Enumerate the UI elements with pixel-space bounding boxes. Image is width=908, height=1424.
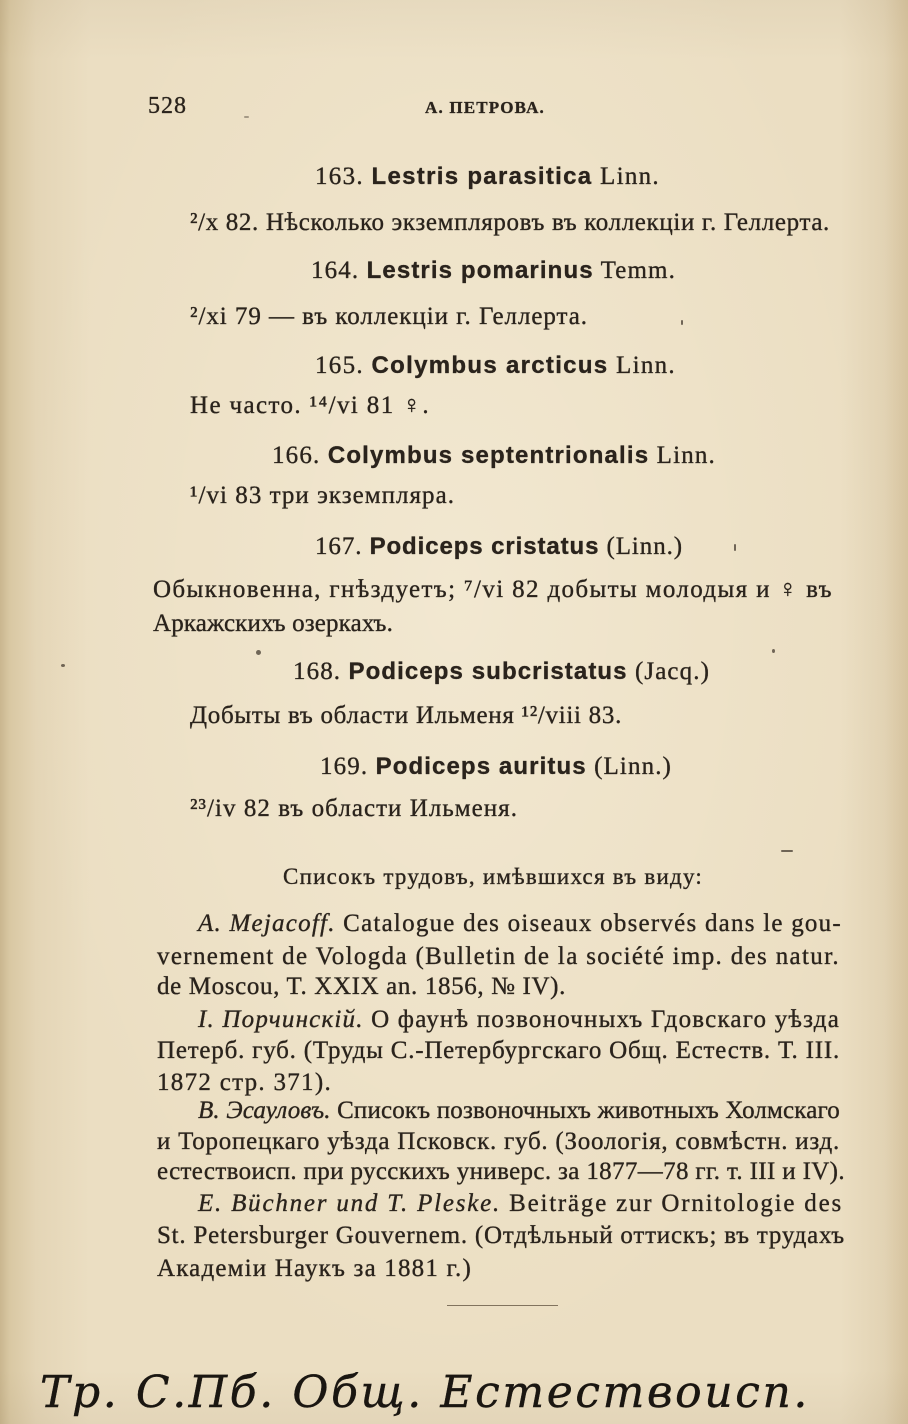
scan-speck <box>772 649 775 653</box>
reference-line <box>198 909 842 939</box>
species-heading <box>315 532 683 562</box>
species-number: 164. <box>311 257 360 284</box>
references-heading: Списокъ трудовъ, имѣвшихся въ виду: <box>283 864 703 889</box>
scan-speck <box>781 850 793 852</box>
species-heading <box>272 441 716 471</box>
reference-line: de Moscou, T. XXIX an. 1856, № IV). <box>157 973 567 1000</box>
reference-author: І. Порчинскій. <box>198 1006 364 1033</box>
species-authority: Linn. <box>600 163 660 190</box>
species-heading <box>293 657 710 687</box>
species-name: Colymbus arcticus <box>371 352 609 379</box>
reference-author: A. Mejacoff. <box>198 910 336 937</box>
reference-line: St. Petersburger Gouvernem. (Отдѣльный оттискъ; въ трудахъ <box>157 1222 845 1249</box>
species-note: Обыкновенна, гнѣздуетъ; ⁷/vi 82 добыты молодыя и ♀ въ <box>153 576 833 603</box>
species-number: 165. <box>315 352 364 379</box>
species-note: ²/x 82. Нѣсколько экземпляровъ въ коллекціи г. Геллерта. <box>190 209 830 236</box>
page-number: 528 <box>148 93 187 119</box>
species-note: Аркажскихъ озеркахъ. <box>153 610 393 637</box>
species-heading <box>320 752 672 782</box>
species-number: 166. <box>272 442 321 469</box>
species-number: 167. <box>315 533 363 560</box>
section-divider <box>447 1305 558 1306</box>
reference-author: В. Эсауловъ. <box>198 1097 331 1124</box>
scan-speck <box>61 664 65 667</box>
scan-speck <box>244 116 249 118</box>
scan-speck <box>256 650 261 655</box>
species-heading <box>315 162 660 192</box>
reference-text: Catalogue des oiseaux observés dans le gou- <box>343 910 842 937</box>
species-name: Colymbus septentrionalis <box>327 442 650 469</box>
reference-line: Академіи Наукъ за 1881 г.) <box>157 1255 472 1282</box>
species-number: 163. <box>315 163 364 190</box>
species-heading <box>311 256 676 286</box>
reference-line: vernement de Vologda (Bulletin de la société imp. des natur. <box>157 943 840 970</box>
scan-speck <box>681 320 683 325</box>
species-authority: (Jacq.) <box>634 658 710 685</box>
species-heading <box>315 351 676 381</box>
reference-line: естествоисп. при русскихъ универс. за 1877—78 гг. т. III и IV). <box>157 1158 845 1185</box>
species-number: 169. <box>320 753 369 780</box>
species-name: Lestris parasitica <box>371 163 593 190</box>
species-note: ²³/iv 82 въ области Ильменя. <box>190 795 518 822</box>
species-authority: Linn. <box>616 352 676 379</box>
species-authority: (Linn.) <box>594 753 672 780</box>
species-authority: (Linn.) <box>606 533 683 560</box>
reference-author: E. Büchner und T. Pleske. <box>198 1190 502 1217</box>
species-note: ²/xi 79 — въ коллекціи г. Геллерта. <box>190 303 588 330</box>
species-name: Podiceps subcristatus <box>348 658 628 685</box>
species-authority: Temm. <box>600 257 676 284</box>
species-note: Добыты въ области Ильменя ¹²/viii 83. <box>190 702 623 729</box>
species-note: Не часто. ¹⁴/vi 81 ♀. <box>190 392 430 419</box>
reference-line <box>198 1189 843 1219</box>
species-name: Podiceps cristatus <box>369 533 600 560</box>
species-name: Podiceps auritus <box>375 753 587 780</box>
reference-line <box>198 1005 840 1035</box>
reference-line <box>198 1096 840 1126</box>
running-head: А. ПЕТРОВА. <box>425 98 545 117</box>
reference-text: О фаунѣ позвоночныхъ Гдовскаго уѣзда <box>371 1006 841 1033</box>
species-authority: Linn. <box>656 442 716 469</box>
species-note: ¹/vi 83 три экземпляра. <box>190 482 455 509</box>
species-name: Lestris pomarinus <box>366 257 594 284</box>
reference-text: Beiträge zur Ornitologie des <box>509 1190 843 1217</box>
scan-speck <box>734 544 736 551</box>
handwritten-note: Тр. С.Пб. Общ. Естествоисп. <box>40 1367 810 1418</box>
reference-line: Петерб. губ. (Труды С.-Петербургскаго Общ. Естеств. Т. III. <box>157 1037 840 1064</box>
reference-line: и Торопецкаго уѣзда Псковск. губ. (Зоологія, совмѣстн. изд. <box>157 1128 841 1155</box>
species-number: 168. <box>293 658 342 685</box>
reference-text: Списокъ позвоночныхъ животныхъ Холмскаго <box>337 1097 840 1124</box>
reference-line: 1872 стр. 371). <box>157 1069 332 1096</box>
